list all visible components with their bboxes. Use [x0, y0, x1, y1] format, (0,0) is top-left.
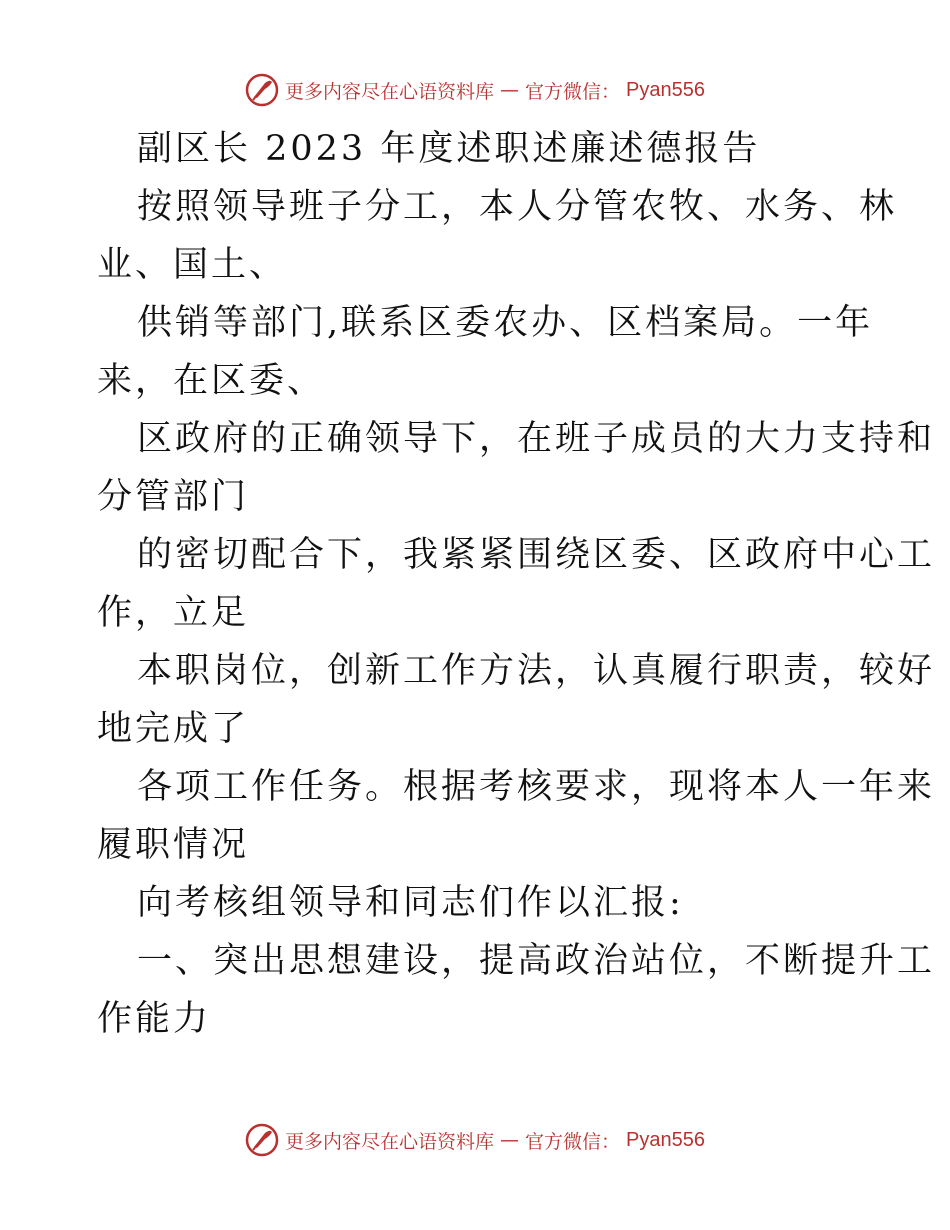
text-line: 作，立足: [97, 593, 250, 633]
text-line: 地完成了: [97, 709, 250, 749]
wechat-label: 官方微信：: [525, 80, 621, 103]
text-line: 向考核组领导和同志们作以汇报:: [137, 883, 684, 923]
wechat-label: 官方微信：: [525, 1130, 621, 1153]
text-line: 履职情况: [97, 825, 250, 865]
banner-separator: —: [500, 1129, 520, 1151]
text-line: 来，在区委、: [97, 361, 326, 401]
text-line: 业、国土、: [97, 245, 288, 285]
brand-text: 更多内容尽在心语资料库: [285, 1130, 495, 1153]
text-line: 按照领导班子分工，本人分管农牧、水务、林: [137, 187, 898, 227]
footer-watermark-banner: [0, 1120, 950, 1160]
wechat-id: Pyan556: [626, 78, 705, 101]
brand-text: 更多内容尽在心语资料库: [285, 80, 495, 103]
text-line: 供销等部门,联系区委农办、区档案局。一年: [137, 303, 874, 343]
text-line: 分管部门: [97, 477, 250, 517]
document-body: [97, 120, 936, 1048]
text-line: 各项工作任务。根据考核要求，现将本人一年来: [137, 767, 936, 807]
quill-pen-circle-logo-icon: [245, 1123, 279, 1157]
header-watermark-banner: [0, 70, 950, 110]
text-line: 本职岗位，创新工作方法，认真履行职责，较好: [137, 651, 936, 691]
wechat-id: Pyan556: [626, 1128, 705, 1151]
section-heading: 一、突出思想建设，提高政治站位，不断提升工: [137, 941, 936, 981]
text-line: 的密切配合下，我紧紧围绕区委、区政府中心工: [137, 535, 936, 575]
document-title: 副区长 2023 年度述职述廉述德报告: [137, 129, 761, 169]
text-line: 区政府的正确领导下，在班子成员的大力支持和: [137, 419, 936, 459]
text-line: 作能力: [97, 999, 212, 1039]
quill-pen-circle-logo-icon: [245, 73, 279, 107]
banner-separator: —: [500, 79, 520, 101]
